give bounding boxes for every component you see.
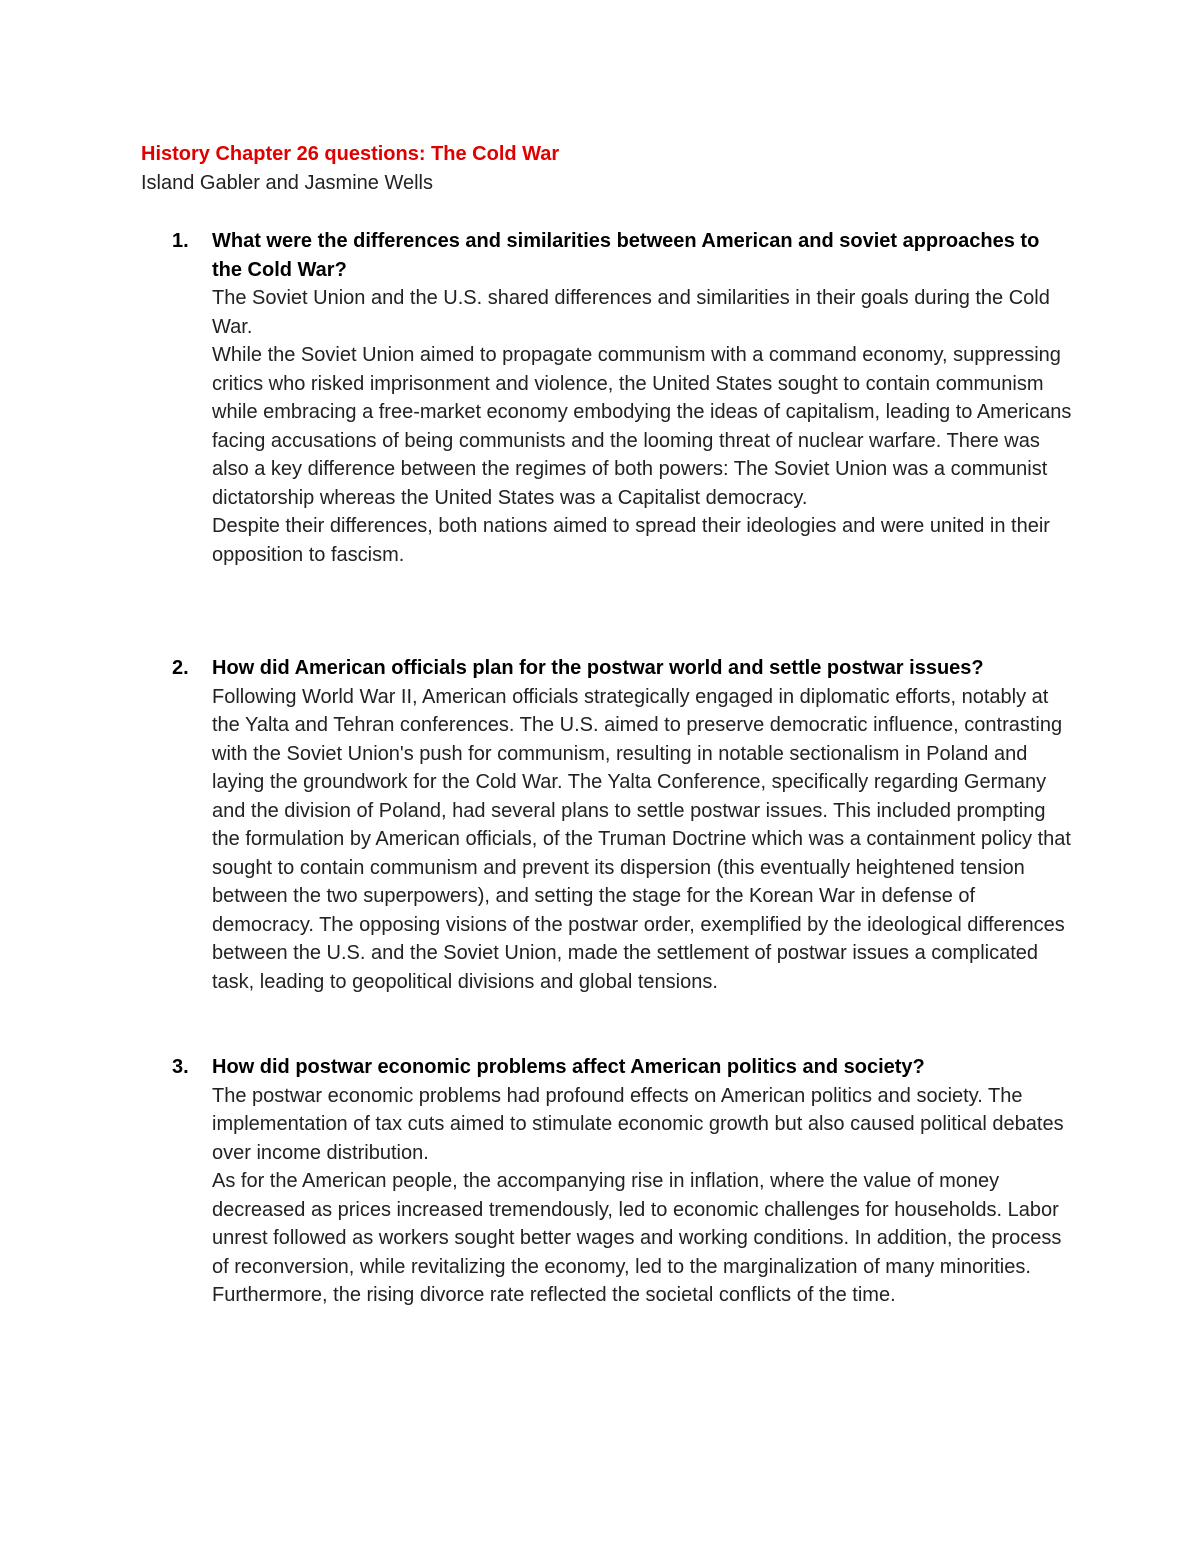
question-number: 1. xyxy=(172,230,189,252)
document-title: History Chapter 26 questions: The Cold War xyxy=(141,143,560,165)
question-1 xyxy=(172,227,1072,569)
answer-paragraph: The Soviet Union and the U.S. shared differences and similarities in their goals during the Cold War. xyxy=(212,287,1050,338)
question-body xyxy=(212,654,1072,996)
answer-paragraph: The postwar economic problems had profound effects on American politics and society. The implementation of tax cuts aimed to stimulate economic growth but also caused political debates over income distribution. xyxy=(212,1084,1064,1164)
question-heading: How did American officials plan for the postwar world and settle postwar issues? xyxy=(212,657,984,679)
question-number: 3. xyxy=(172,1056,189,1078)
question-heading: How did postwar economic problems affect American politics and society? xyxy=(212,1056,925,1078)
document-authors: Island Gabler and Jasmine Wells xyxy=(141,172,433,194)
question-2 xyxy=(172,654,1072,996)
question-body xyxy=(212,227,1072,569)
question-3 xyxy=(172,1053,1072,1310)
question-number: 2. xyxy=(172,657,189,679)
answer-paragraph: Following World War II, American officials strategically engaged in diplomatic efforts, notably at the Yalta and Tehran conferences. The U.S. aimed to preserve democratic influence, contrasting with the Soviet Union's push for communism, resulting in notable sectionalism in Poland and laying the groundwork for the Cold War. The Yalta Conference, specifically regarding Germany and the division of Poland, had several plans to settle postwar issues. This included prompting the formulation by American officials, of the Truman Doctrine which was a containment policy that sought to contain communism and prevent its dispersion (this eventually heightened tension between the two superpowers), and setting the stage for the Korean War in defense of democracy. The opposing visions of the postwar order, exemplified by the ideological differences between the U.S. and the Soviet Union, made the settlement of postwar issues a complicated task, leading to geopolitical divisions and global tensions. xyxy=(212,685,1071,993)
answer-paragraph: As for the American people, the accompanying rise in inflation, where the value of money decreased as prices increased tremendously, led to economic challenges for households. Labor unrest followed as workers sought better wages and working conditions. In addition, the process of reconversion, while revitalizing the economy, led to the marginalization of many minorities. Furthermore, the rising divorce rate reflected the societal conflicts of the time. xyxy=(212,1170,1062,1306)
answer-paragraph: While the Soviet Union aimed to propagate communism with a command economy, suppressing critics who risked imprisonment and violence, the United States sought to contain communism while embracing a free-market economy embodying the ideas of capitalism, leading to Americans facing accusations of being communists and the looming threat of nuclear warfare. There was also a key difference between the regimes of both powers: The Soviet Union was a communist dictatorship whereas the United States was a Capitalist democracy. xyxy=(212,344,1072,509)
question-body xyxy=(212,1053,1072,1310)
question-heading: What were the differences and similarities between American and soviet approaches to the Cold War? xyxy=(212,230,1040,281)
answer-paragraph: Despite their differences, both nations aimed to spread their ideologies and were united in their opposition to fascism. xyxy=(212,515,1050,566)
